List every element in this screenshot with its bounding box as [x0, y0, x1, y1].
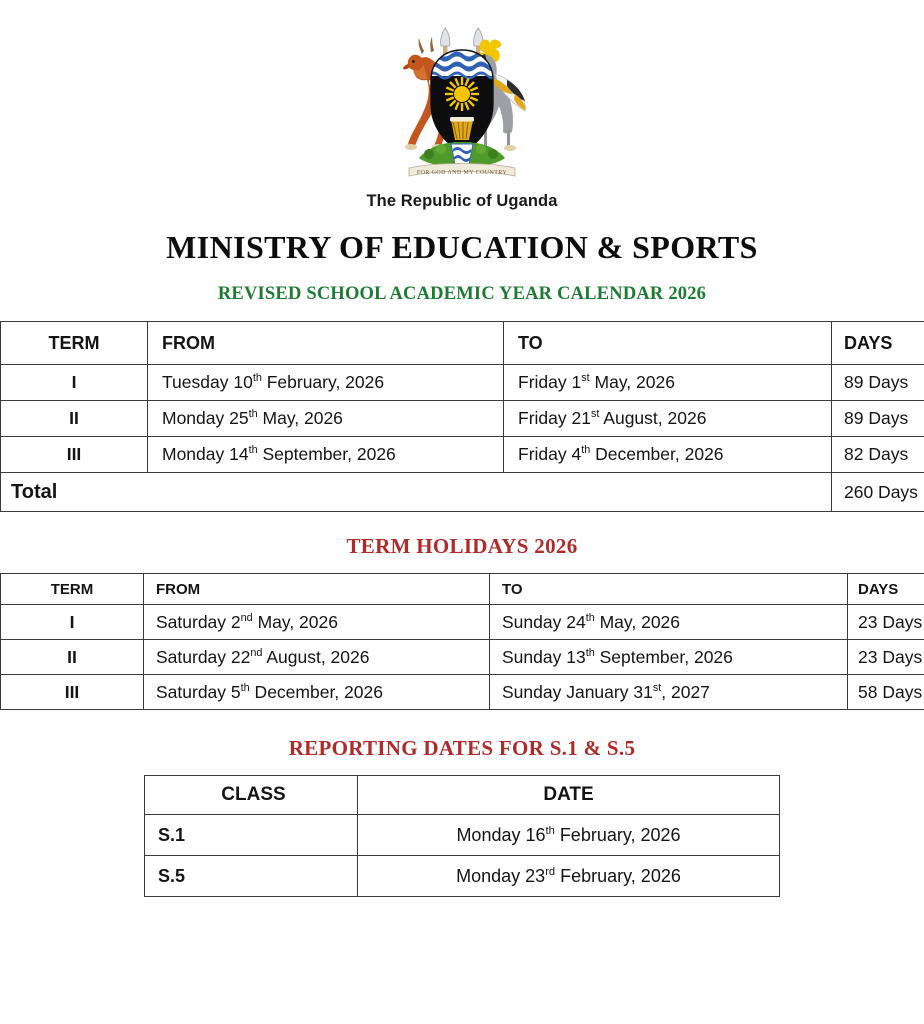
cell-to	[490, 640, 848, 675]
date-ordinal: th	[240, 681, 250, 694]
cell-term: II	[1, 640, 144, 675]
date-number: Saturday 5	[156, 681, 241, 702]
uganda-coat-of-arms-icon	[367, 18, 557, 186]
date-number: Monday 14	[162, 444, 249, 464]
date-ordinal: th	[252, 372, 262, 385]
column-header-from: FROM	[144, 574, 490, 605]
cell-to	[504, 437, 832, 473]
republic-subtitle: The Republic of Uganda	[366, 192, 558, 210]
svg-text:FOR GOD AND MY COUNTRY: FOR GOD AND MY COUNTRY	[416, 170, 508, 177]
date-number: Sunday 13	[502, 646, 586, 667]
table-row	[1, 640, 924, 675]
term-holidays-table	[0, 573, 924, 710]
cell-to	[504, 401, 832, 437]
column-header-to: TO	[490, 574, 848, 605]
motto-scroll	[409, 164, 515, 177]
cell-days: 58 Days	[848, 675, 924, 710]
table-row	[1, 437, 924, 473]
date-number: Monday 16	[456, 824, 546, 845]
date-rest: August, 2026	[262, 646, 370, 667]
date-ordinal: nd	[240, 611, 253, 624]
table-row	[1, 675, 924, 710]
date-ordinal: st	[652, 681, 662, 694]
date-rest: May, 2026	[594, 611, 681, 632]
cell-term: III	[1, 675, 144, 710]
column-header-term: TERM	[1, 322, 148, 365]
date-number: Friday 1	[518, 372, 582, 392]
cell-term: III	[1, 437, 148, 473]
column-header-term: TERM	[1, 574, 144, 605]
cell-days: 89 Days	[832, 401, 924, 437]
cell-term: II	[1, 401, 148, 437]
column-header-days: DAYS	[848, 574, 924, 605]
date-number: Monday 23	[456, 865, 546, 886]
reporting-dates-table	[144, 775, 780, 897]
cell-to	[490, 675, 848, 710]
cell-from	[148, 401, 504, 437]
page-title: MINISTRY OF EDUCATION & SPORTS	[166, 229, 758, 265]
date-number: Sunday 24	[502, 611, 586, 632]
table-header-row	[1, 322, 924, 365]
cell-date	[358, 856, 780, 897]
academic-year-table	[0, 321, 924, 512]
date-ordinal: th	[585, 611, 595, 624]
cell-from	[144, 675, 490, 710]
cell-to	[490, 605, 848, 640]
date-rest: September, 2026	[594, 646, 733, 667]
column-header-days: DAYS	[832, 322, 924, 365]
column-header-from: FROM	[148, 322, 504, 365]
date-ordinal: rd	[545, 865, 556, 878]
column-header-date: DATE	[358, 776, 780, 815]
date-number: Monday 25	[162, 408, 249, 428]
cell-days: 89 Days	[832, 365, 924, 401]
cell-days: 82 Days	[832, 437, 924, 473]
date-rest: May, 2026	[257, 408, 343, 428]
table-total-row	[1, 473, 924, 512]
table-header-row	[145, 776, 780, 815]
calendar-subtitle: REVISED SCHOOL ACADEMIC YEAR CALENDAR 2026	[217, 284, 707, 304]
reporting-dates-title: REPORTING DATES FOR S.1 & S.5	[288, 736, 636, 760]
date-ordinal: nd	[250, 646, 263, 659]
table-row	[1, 401, 924, 437]
date-ordinal: th	[581, 444, 591, 457]
cell-class: S.1	[145, 815, 358, 856]
date-ordinal: th	[585, 646, 595, 659]
sun-icon	[445, 77, 479, 111]
table-row	[145, 856, 780, 897]
cell-class: S.5	[145, 856, 358, 897]
term-holidays-title: TERM HOLIDAYS 2026	[346, 534, 578, 558]
cell-to	[504, 365, 832, 401]
date-ordinal: th	[545, 824, 555, 837]
table-row	[1, 365, 924, 401]
date-rest: February, 2026	[554, 824, 681, 845]
date-rest: September, 2026	[257, 444, 396, 464]
date-ordinal: th	[248, 408, 258, 421]
spacer	[0, 512, 924, 534]
date-number: Friday 21	[518, 408, 591, 428]
cell-total-label: Total	[1, 473, 832, 512]
cell-from	[148, 365, 504, 401]
cell-date	[358, 815, 780, 856]
column-header-class: CLASS	[145, 776, 358, 815]
table-row	[145, 815, 780, 856]
spacer	[0, 710, 924, 736]
cell-total-days: 260 Days	[832, 473, 924, 512]
cell-term: I	[1, 365, 148, 401]
date-rest: August, 2026	[599, 408, 707, 428]
date-rest: February, 2026	[261, 372, 385, 392]
cell-from	[144, 640, 490, 675]
date-rest: December, 2026	[249, 681, 383, 702]
date-rest: , 2027	[661, 681, 710, 702]
cell-from	[144, 605, 490, 640]
date-number: Tuesday 10	[162, 372, 253, 392]
date-rest: December, 2026	[590, 444, 724, 464]
date-number: Sunday January 31	[502, 681, 653, 702]
cell-term: I	[1, 605, 144, 640]
date-number: Saturday 22	[156, 646, 251, 667]
date-number: Friday 4	[518, 444, 582, 464]
emblem-container	[0, 0, 924, 186]
date-ordinal: th	[248, 444, 258, 457]
date-rest: May, 2026	[252, 611, 338, 632]
date-rest: May, 2026	[589, 372, 675, 392]
cell-from	[148, 437, 504, 473]
date-ordinal: st	[581, 372, 590, 385]
table-header-row	[1, 574, 924, 605]
date-number: Saturday 2	[156, 611, 241, 632]
column-header-to: TO	[504, 322, 832, 365]
cell-days: 23 Days	[848, 605, 924, 640]
cell-days: 23 Days	[848, 640, 924, 675]
date-ordinal: st	[590, 408, 600, 421]
date-rest: February, 2026	[555, 865, 681, 886]
table-row	[1, 605, 924, 640]
